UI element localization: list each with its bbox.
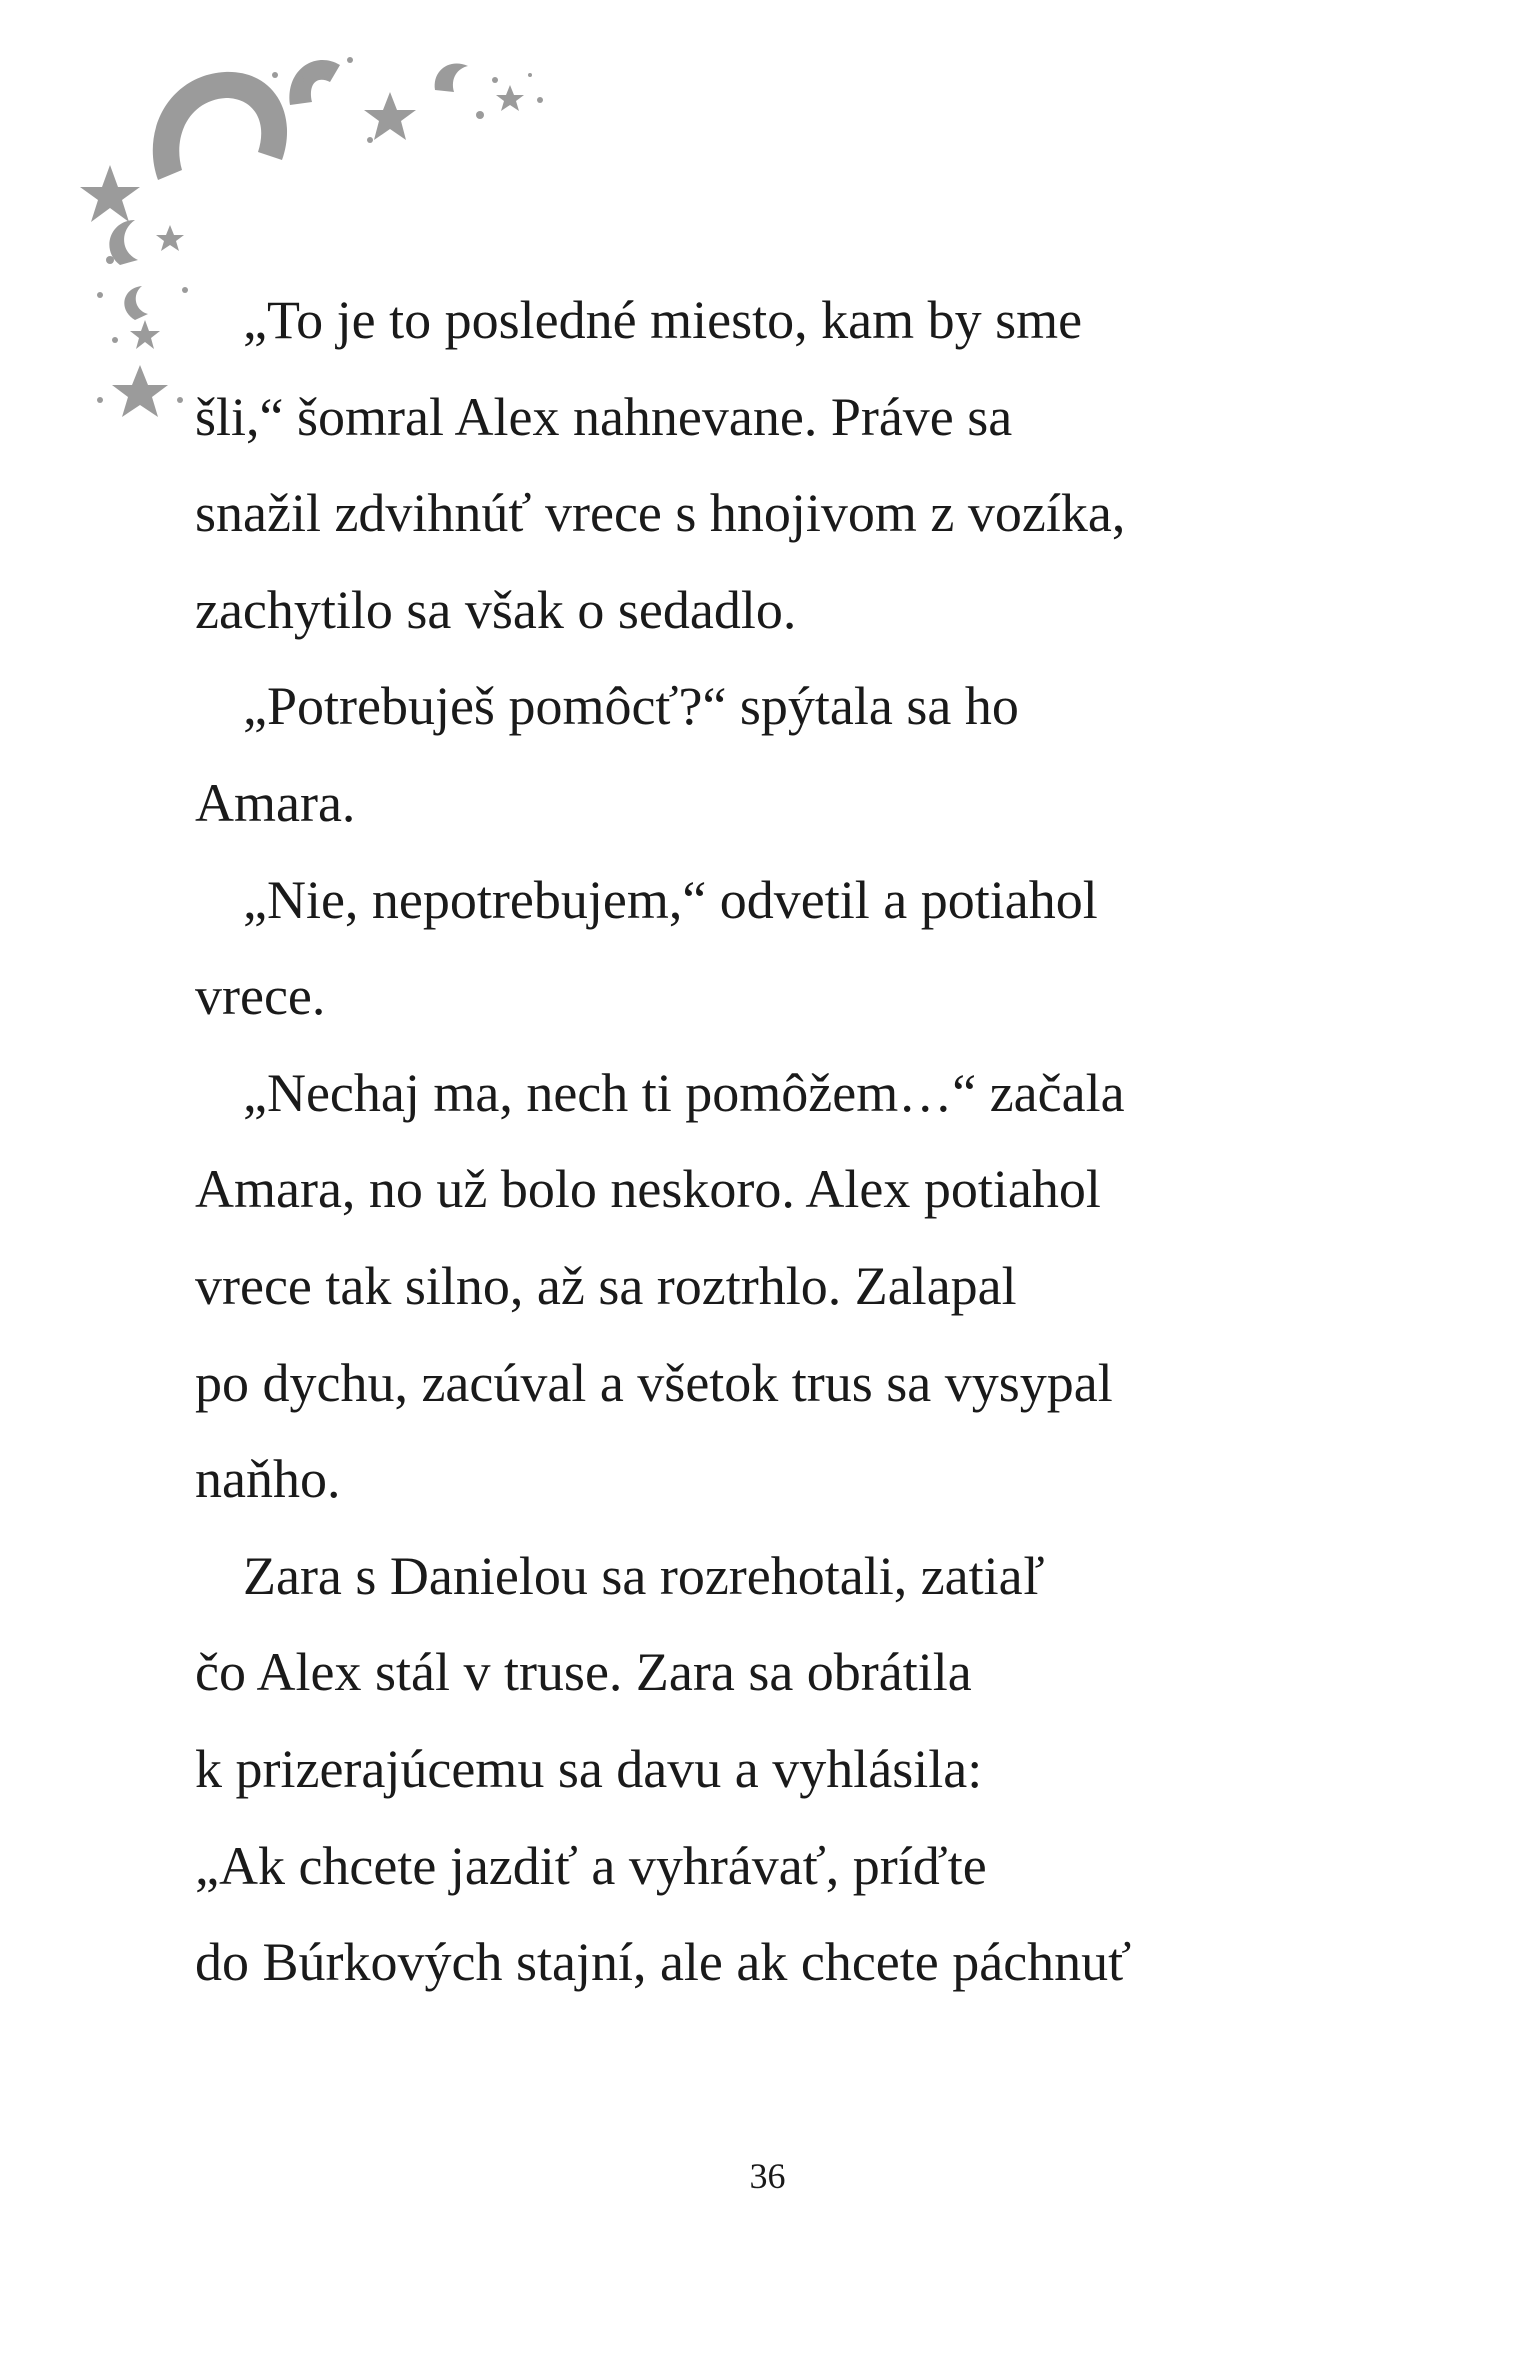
text-line: „Nie, nepotrebujem,“ odvetil a potiahol <box>243 869 1098 930</box>
text-line: snažil zdvihnúť vrece s hnojivom z vozíka, <box>195 483 1126 544</box>
text-line: vrece tak silno, až sa roztrhlo. Zalapal <box>195 1255 1017 1316</box>
page-number: 36 <box>749 2156 786 2196</box>
text-line: šli,“ šomral Alex nahnevane. Práve sa <box>195 386 1013 447</box>
body-text <box>195 272 1355 2011</box>
text-line: „Nechaj ma, nech ti pomôžem…“ začala <box>243 1062 1125 1123</box>
text-line: Amara. <box>195 772 356 833</box>
text-line: „To je to posledné miesto, kam by sme <box>243 290 1083 350</box>
text-line: Zara s Danielou sa rozrehotali, zatiaľ <box>243 1545 1045 1606</box>
text-line: čo Alex stál v truse. Zara sa obrátila <box>195 1642 972 1703</box>
text-line: „Ak chcete jazdiť a vyhrávať, príďte <box>195 1835 987 1896</box>
text-line: zachytilo sa však o sedadlo. <box>195 579 797 640</box>
text-line: naňho. <box>195 1449 341 1510</box>
text-line: po dychu, zacúval a všetok trus sa vysypal <box>195 1352 1113 1413</box>
text-line: vrece. <box>195 966 326 1027</box>
text-line: do Búrkových stajní, ale ak chcete páchnuť <box>195 1932 1132 1993</box>
text-line: k prizerajúcemu sa davu a vyhlásila: <box>195 1738 983 1799</box>
text-line: „Potrebuješ pomôcť?“ spýtala sa ho <box>243 676 1019 737</box>
text-line: Amara, no už bolo neskoro. Alex potiahol <box>195 1159 1101 1220</box>
